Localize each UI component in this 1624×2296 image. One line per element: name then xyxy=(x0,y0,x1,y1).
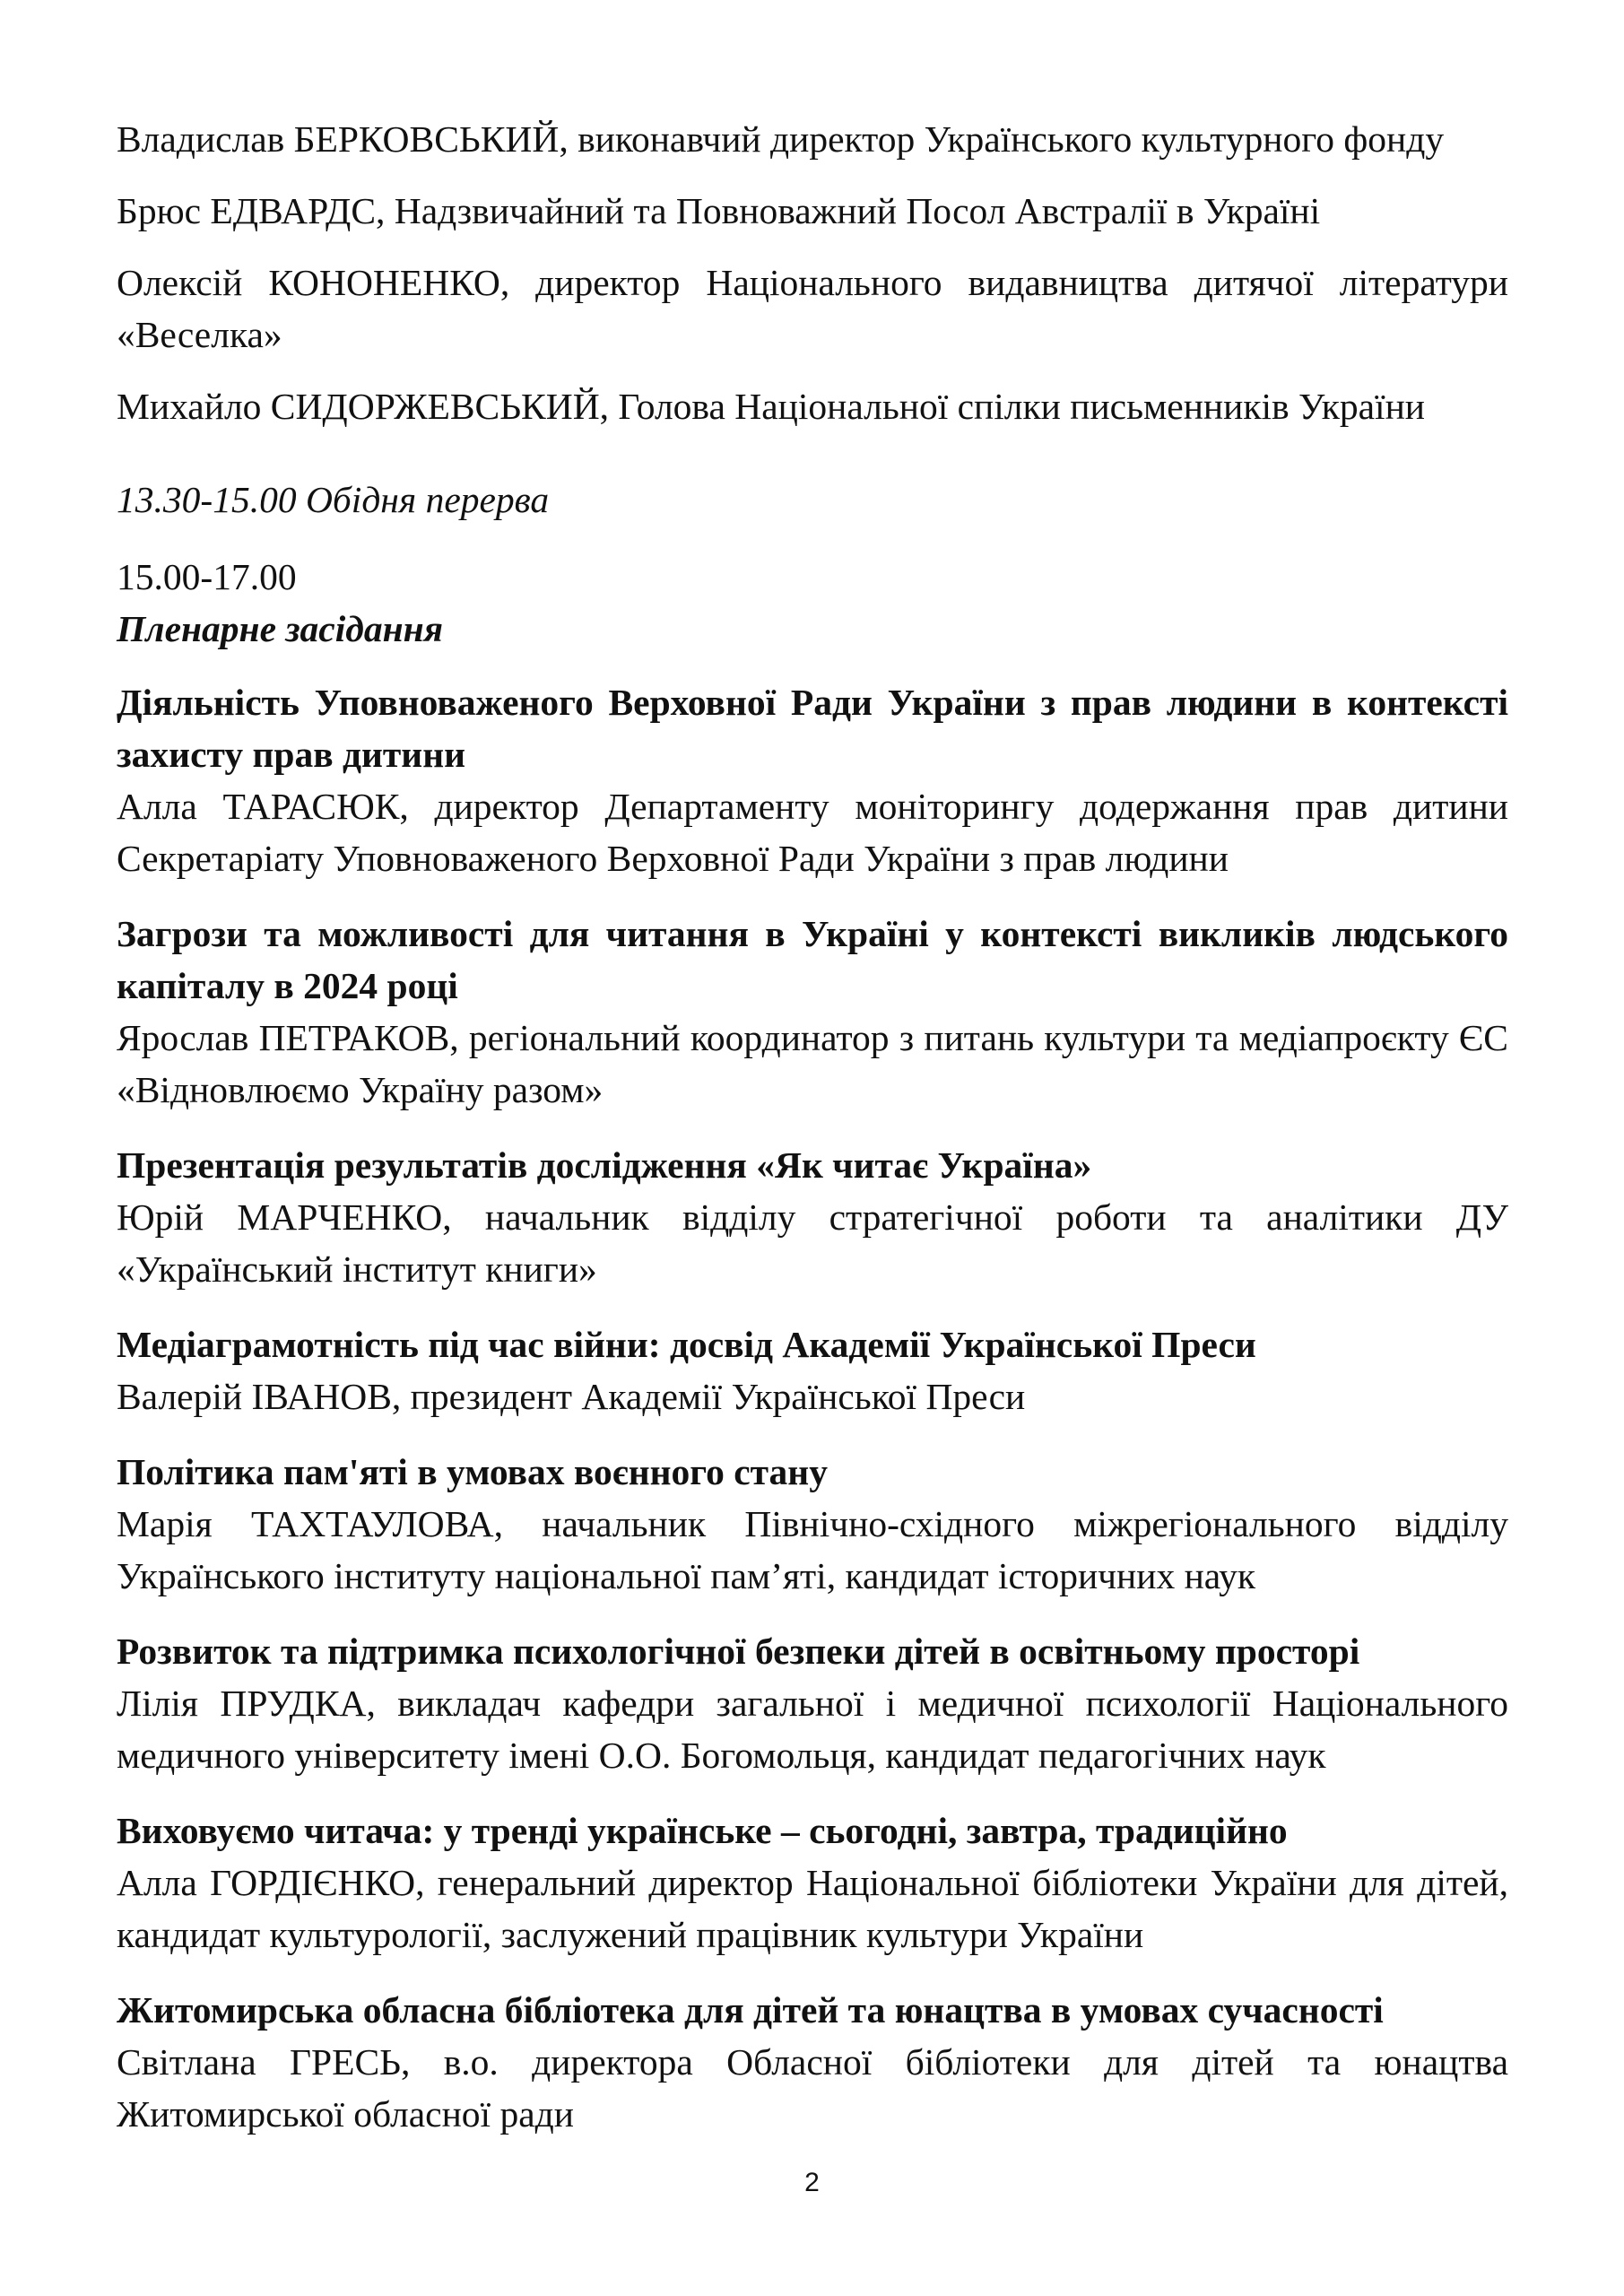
talk-title: Виховуємо читача: у тренді українське – сьогодні, завтра, традиційно xyxy=(117,1810,1288,1851)
talk-item xyxy=(117,1984,1508,2140)
talk-speaker: Алла ГОРДІЄНКО, генеральний директор Національної бібліотеки України для дітей, кандидат культурології, заслужений працівник культури України xyxy=(117,1862,1508,1955)
talk-item xyxy=(117,676,1508,884)
page-number: 2 xyxy=(804,2168,820,2197)
talk-title: Діяльність Уповноваженого Верховної Ради України з прав людини в контексті захисту прав дитини xyxy=(117,682,1508,775)
talk-speaker: Юрій МАРЧЕНКО, начальник відділу стратегічної роботи та аналітики ДУ «Український інститут книги» xyxy=(117,1196,1508,1290)
talk-item xyxy=(117,1318,1508,1422)
talk-title: Загрози та можливості для читання в Україні у контексті викликів людського капіталу в 2024 році xyxy=(117,913,1508,1006)
talk-speaker: Марія ТАХТАУЛОВА, начальник Північно-східного міжрегіонального відділу Українського інституту національної пам’яті, кандидат історичних наук xyxy=(117,1503,1508,1596)
talk-title: Розвиток та підтримка психологічної безпеки дітей в освітньому просторі xyxy=(117,1631,1360,1672)
plenary-time: 15.00-17.00 xyxy=(117,556,297,597)
talk-title: Презентація результатів дослідження «Як читає Україна» xyxy=(117,1144,1092,1186)
talk-title: Медіаграмотність під час війни: досвід Академії Української Преси xyxy=(117,1324,1256,1365)
talk-speaker: Алла ТАРАСЮК, директор Департаменту моніторингу додержання прав дитини Секретаріату Уповноваженого Верховної Ради України з прав людини xyxy=(117,786,1508,879)
document-page xyxy=(117,113,1508,2163)
intro-speaker: Олексій КОНОНЕНКО, директор Національного видавництва дитячої літератури «Веселка» xyxy=(117,262,1508,355)
intro-speakers xyxy=(117,113,1508,432)
intro-speaker: Брюс ЕДВАРДС, Надзвичайний та Повноважний Посол Австралії в Україні xyxy=(117,190,1321,231)
talk-speaker: Ярослав ПЕТРАКОВ, регіональний координатор з питань культури та медіапроєкту ЄС «Відновлюємо Україну разом» xyxy=(117,1017,1508,1110)
talk-speaker: Валерій ІВАНОВ, президент Академії Української Преси xyxy=(117,1376,1026,1417)
lunch-break: 13.30-15.00 Обідня перерва xyxy=(117,479,550,520)
talk-item xyxy=(117,1446,1508,1602)
plenary-title: Пленарне засідання xyxy=(117,608,444,649)
talk-speaker: Світлана ГРЕСЬ, в.о. директора Обласної бібліотеки для дітей та юнацтва Житомирської обласної ради xyxy=(117,2041,1508,2135)
talk-item xyxy=(117,1625,1508,1781)
intro-speaker: Михайло СИДОРЖЕВСЬКИЙ, Голова Національної спілки письменників України xyxy=(117,386,1426,427)
talk-speaker: Лілія ПРУДКА, викладач кафедри загальної і медичної психології Національного медичного університету імені О.О. Богомольця, кандидат педагогічних наук xyxy=(117,1683,1508,1776)
talk-item xyxy=(117,1139,1508,1295)
intro-speaker: Владислав БЕРКОВСЬКИЙ, виконавчий директор Українського культурного фонду xyxy=(117,118,1445,160)
talk-item xyxy=(117,908,1508,1116)
talk-item xyxy=(117,1805,1508,1961)
talk-title: Політика пам'яті в умовах воєнного стану xyxy=(117,1451,828,1492)
talk-title: Житомирська обласна бібліотека для дітей та юнацтва в умовах сучасності xyxy=(117,1989,1384,2031)
